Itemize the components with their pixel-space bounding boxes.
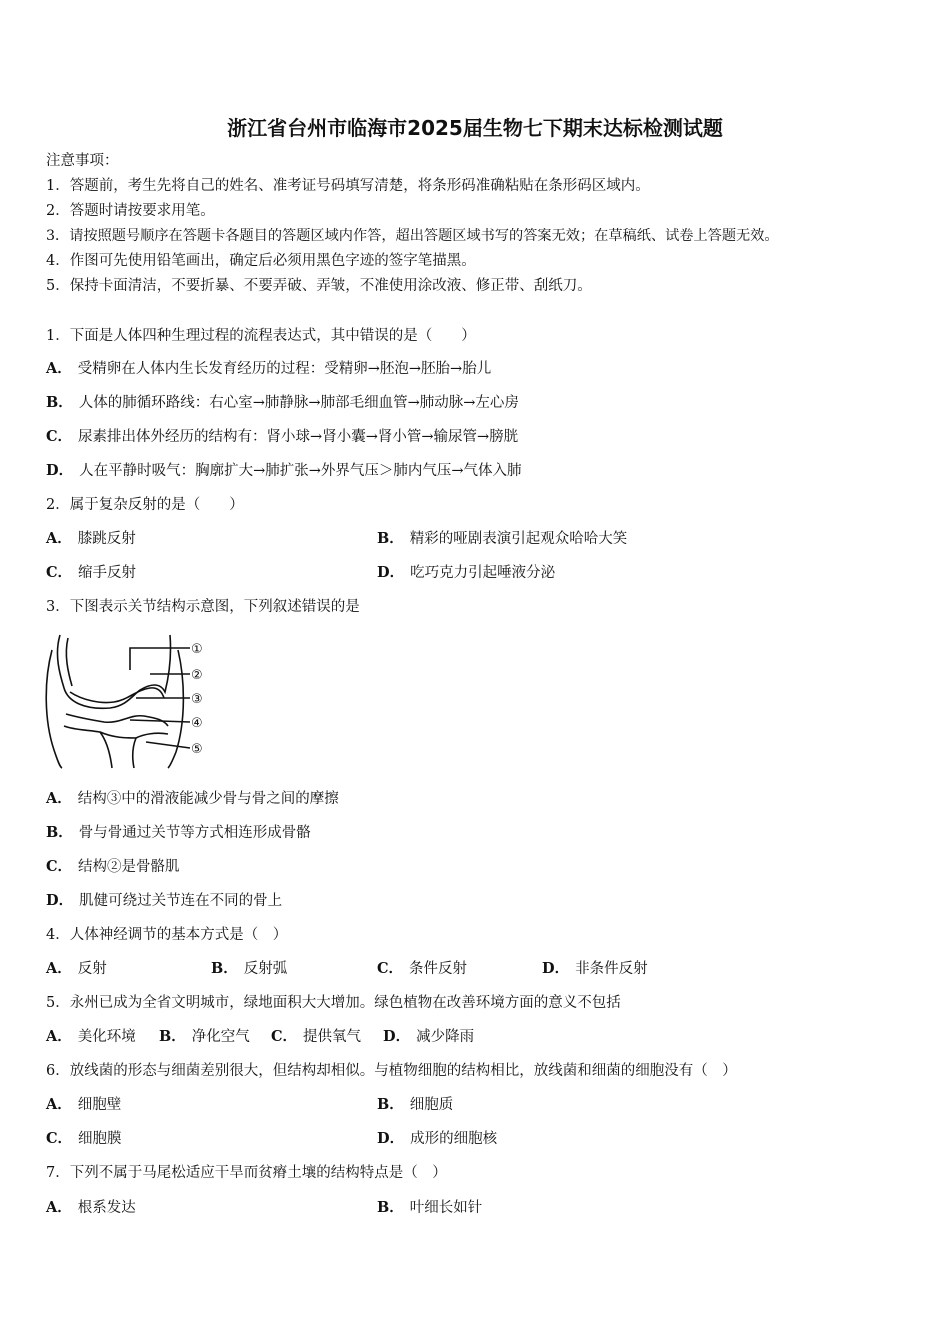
option-a [46, 789, 339, 809]
page-title: 浙江省台州市临海市2025届生物七下期末达标检测试题 [227, 116, 723, 140]
option-label: D． [377, 1130, 405, 1147]
option-text: 减少降雨 [416, 1029, 475, 1045]
option-c [46, 563, 136, 583]
option-a [46, 359, 491, 379]
option-label: B． [377, 1199, 404, 1216]
option-c [46, 1129, 122, 1149]
joint-structure-diagram [40, 630, 215, 770]
option-text: 细胞质 [409, 1097, 454, 1113]
option-label: C． [271, 1028, 298, 1045]
option-c [271, 1027, 361, 1047]
option-text: 成形的细胞核 [410, 1131, 498, 1147]
option-text: 提供氧气 [303, 1029, 362, 1045]
notice-item: 1．答题前，考生先将自己的姓名、准考证号码填写清楚，将条形码准确粘贴在条形码区域内。 [46, 178, 650, 194]
option-text: 美化环境 [77, 1029, 136, 1045]
option-label: B． [377, 1096, 404, 1113]
option-c [46, 427, 518, 447]
option-label: B． [211, 960, 238, 977]
option-text: 受精卵在人体内生长发育经历的过程：受精卵→胚泡→胚胎→胎儿 [77, 361, 492, 377]
notice-item: 4．作图可先使用铅笔画出，确定后必须用黑色字迹的签字笔描黑。 [46, 253, 476, 269]
diagram-label-4: ④ [191, 716, 203, 731]
option-label: A． [46, 1096, 72, 1113]
option-b [377, 1095, 453, 1115]
diagram-label-2: ② [191, 668, 203, 683]
option-c [46, 857, 180, 877]
option-label: A． [46, 790, 72, 807]
option-d [383, 1027, 474, 1047]
option-label: A． [46, 530, 72, 547]
option-label: C． [46, 428, 73, 445]
option-label: B． [377, 530, 404, 547]
option-label: C． [46, 564, 73, 581]
option-text: 缩手反射 [78, 565, 137, 581]
option-text: 细胞膜 [78, 1131, 122, 1147]
option-label: D． [46, 892, 74, 909]
option-text: 骨与骨通过关节等方式相连形成骨骼 [78, 825, 311, 841]
question-stem: 6．放线菌的形态与细菌差别很大，但结构却相似。与植物细胞的结构相比，放线菌和细菌的细胞没有（ ） [46, 1063, 737, 1079]
option-label: A． [46, 960, 72, 977]
option-text: 反射弧 [243, 961, 288, 977]
notice-item: 5．保持卡面清洁，不要折暴、不要弄破、弄皱，不准使用涂改液、修正带、刮纸刀。 [46, 278, 592, 294]
option-label: A． [46, 1028, 72, 1045]
option-b [377, 529, 627, 549]
option-d [377, 563, 555, 583]
option-b [159, 1027, 250, 1047]
option-a [46, 529, 136, 549]
diagram-label-3: ③ [191, 692, 203, 707]
option-label: D． [383, 1028, 411, 1045]
diagram-label-5: ⑤ [191, 742, 203, 757]
option-a [46, 1027, 136, 1047]
option-label: A． [46, 1199, 72, 1216]
option-label: C． [46, 1130, 73, 1147]
option-c [377, 959, 467, 979]
option-text: 净化空气 [191, 1029, 250, 1045]
option-label: D． [377, 564, 405, 581]
option-text: 肌健可绕过关节连在不同的骨上 [79, 893, 283, 909]
option-d [542, 959, 648, 979]
question-stem: 3．下图表示关节结构示意图，下列叙述错误的是 [46, 599, 360, 615]
option-b [46, 393, 519, 413]
question-stem: 4．人体神经调节的基本方式是（ ） [46, 927, 288, 943]
option-text: 结构③中的滑液能减少骨与骨之间的摩擦 [77, 791, 339, 807]
option-label: A． [46, 360, 72, 377]
option-label: D． [542, 960, 570, 977]
question-stem: 5．永州已成为全省文明城市，绿地面积大大增加。绿色植物在改善环境方面的意义不包括 [46, 995, 621, 1011]
option-text: 结构②是骨骼肌 [78, 859, 180, 875]
option-b [211, 959, 287, 979]
option-b [377, 1198, 482, 1218]
option-label: B． [46, 824, 73, 841]
option-text: 叶细长如针 [409, 1200, 483, 1216]
option-a [46, 1095, 121, 1115]
notice-item: 2．答题时请按要求用笔。 [46, 203, 215, 219]
question-stem: 1．下面是人体四种生理过程的流程表达式，其中错误的是（ ） [46, 328, 476, 344]
option-text: 人体的肺循环路线：右心室→肺静脉→肺部毛细血管→肺动脉→左心房 [78, 395, 519, 411]
option-label: D． [46, 462, 74, 479]
option-label: B． [159, 1028, 186, 1045]
option-text: 非条件反射 [575, 961, 648, 977]
option-label: B． [46, 394, 73, 411]
option-text: 尿素排出体外经历的结构有：肾小球→肾小囊→肾小管→输尿管→膀胱 [78, 429, 519, 445]
notice-heading: 注意事项： [46, 153, 119, 169]
diagram-label-1: ① [191, 642, 203, 657]
notice-item: 3．请按照题号顺序在答题卡各题目的答题区域内作答，超出答题区域书写的答案无效；在草稿纸、试卷上答题无效。 [46, 228, 779, 244]
option-a [46, 1198, 136, 1218]
option-text: 细胞壁 [77, 1097, 122, 1113]
option-text: 根系发达 [77, 1200, 136, 1216]
option-a [46, 959, 107, 979]
option-text: 膝跳反射 [77, 531, 136, 547]
option-text: 人在平静时吸气：胸廓扩大→肺扩张→外界气压＞肺内气压→气体入肺 [79, 463, 522, 479]
option-text: 吃巧克力引起唾液分泌 [410, 565, 556, 581]
option-text: 条件反射 [409, 961, 468, 977]
option-d [46, 461, 522, 481]
question-stem: 7．下列不属于马尾松适应干旱而贫瘠土壤的结构特点是（ ） [46, 1165, 447, 1181]
question-stem: 2．属于复杂反射的是（ ） [46, 497, 244, 513]
option-d [377, 1129, 497, 1149]
option-text: 精彩的哑剧表演引起观众哈哈大笑 [409, 531, 628, 547]
option-label: C． [377, 960, 404, 977]
option-d [46, 891, 282, 911]
option-label: C． [46, 858, 73, 875]
option-text: 反射 [77, 961, 107, 977]
option-b [46, 823, 311, 843]
